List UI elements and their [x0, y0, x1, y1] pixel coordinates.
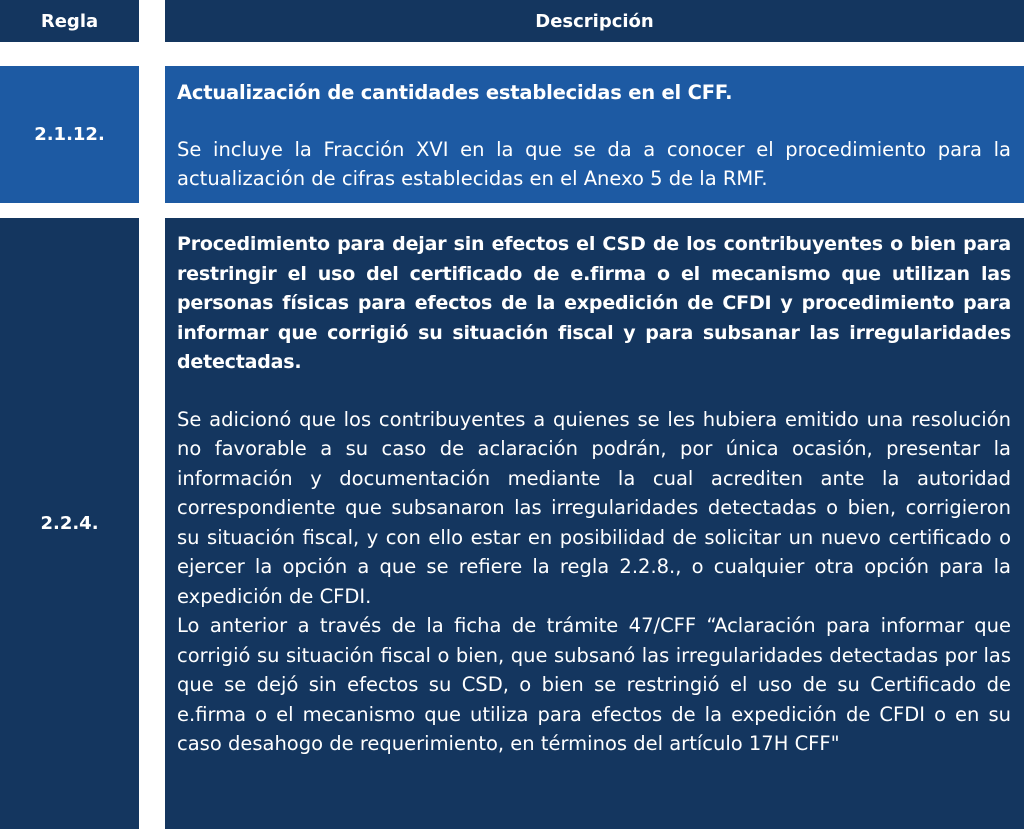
rule-number: 2.2.4.: [0, 218, 139, 829]
rule-title: Actualización de cantidades establecidas en el CFF.: [177, 81, 733, 104]
rule-description: [165, 66, 1024, 203]
rule-paragraph: Se adicionó que los contribuyentes a quienes se les hubiera emitido una resolución no favorable a su caso de aclaración podrán, por única ocasión, presentar la información y documentación mediante la cual acrediten ante la autoridad correspondiente que subsanaron las irregularidades detectadas o bien, corrigieron su situación fiscal, y con ello estar en posibilidad de solicitar un nuevo certificado o ejercer la opción a que se refiere la regla 2.2.8., o cualquier otra opción para la expedición de CFDI.: [177, 407, 1011, 608]
rule-paragraph: Lo anterior a través de la ficha de trámite 47/CFF “Aclaración para informar que corrigió su situación fiscal o bien, que subsanó las irregularidades detectadas por las que se dejó sin efectos su CSD, o bien se restringió el uso de su Certificado de e.firma o el mecanismo que utiliza para efectos de la expedición de CFDI o en su caso desahogo de requerimiento, en términos del artículo 17H CFF": [177, 614, 1011, 755]
header-description: Descripción: [165, 0, 1024, 42]
rule-description: [165, 218, 1024, 829]
rule-title: Procedimiento para dejar sin efectos el CSD de los contribuyentes o bien para restringir el uso del certificado de e.firma o el mecanismo que utilizan las personas físicas para efectos de la expedición de CFDI y procedimiento para informar que corrigió su situación fiscal y para subsanar las irregularidades detectadas.: [177, 233, 1011, 373]
rule-number: 2.1.12.: [0, 66, 139, 203]
header-rule: Regla: [0, 0, 139, 42]
rule-paragraph: Se incluye la Fracción XVI en la que se da a conocer el procedimiento para la actualización de cifras establecidas en el Anexo 5 de la RMF.: [177, 137, 1011, 190]
